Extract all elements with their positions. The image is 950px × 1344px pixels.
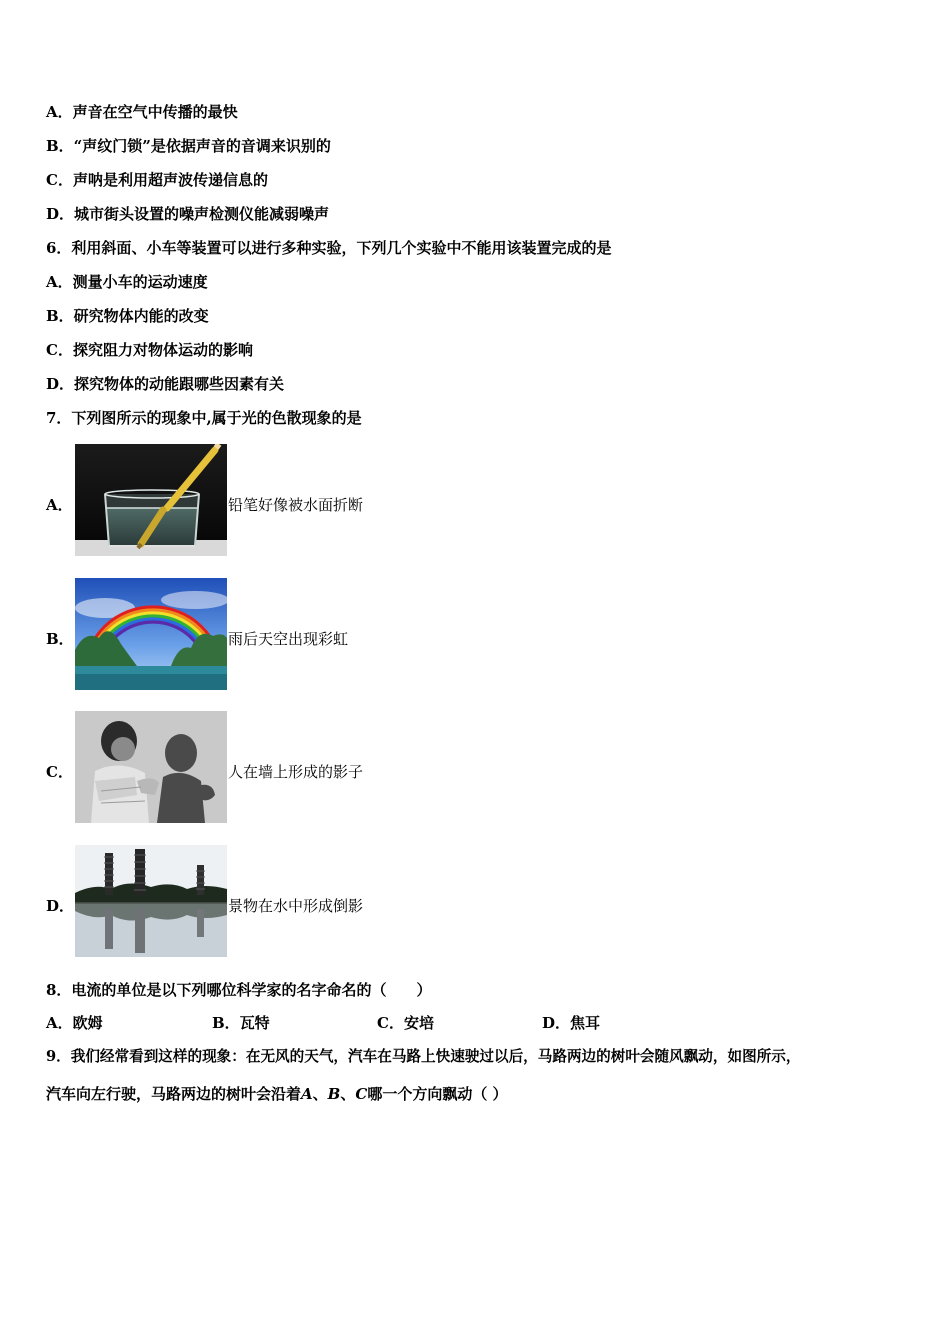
q7-stem: 7．下列图所示的现象中,属于光的色散现象的是 — [46, 409, 362, 427]
q5-option-c: C．声呐是利用超声波传递信息的 — [46, 171, 268, 189]
option-letter: A． — [46, 496, 73, 514]
q6-option-c: C．探究阻力对物体运动的影响 — [46, 341, 253, 359]
q8-option-d: D．焦耳 — [542, 1014, 601, 1032]
separator: 、 — [312, 1085, 328, 1103]
q5-option-b: B．“声纹门锁”是依据声音的音调来识别的 — [46, 137, 331, 155]
option-text: 雨后天空出现彩虹 — [228, 630, 349, 648]
q9-text-post: 哪一个方向飘动（ ） — [367, 1085, 508, 1103]
option-var-c: C — [355, 1085, 368, 1103]
q6-option-d: D．探究物体的动能跟哪些因素有关 — [46, 375, 285, 393]
q9-text-pre: 汽车向左行驶，马路两边的树叶会沿着 — [46, 1085, 302, 1103]
q6-option-a: A．测量小车的运动速度 — [46, 273, 208, 291]
option-var-a: A — [301, 1085, 313, 1103]
q6-option-b: B．研究物体内能的改变 — [46, 307, 209, 325]
q6-stem: 6．利用斜面、小车等装置可以进行多种实验，下列几个实验中不能用该装置完成的是 — [46, 239, 612, 257]
q8-option-a: A．欧姆 — [46, 1014, 103, 1032]
rainbow-image — [75, 578, 227, 690]
option-var-b: B — [327, 1085, 341, 1103]
option-text: 铅笔好像被水面折断 — [228, 496, 364, 514]
q5-option-a: A．声音在空气中传播的最快 — [46, 103, 238, 121]
pencil-in-water-image — [75, 444, 227, 556]
option-letter: D． — [46, 897, 75, 915]
q5-option-d: D．城市街头设置的噪声检测仪能减弱噪声 — [46, 205, 330, 223]
option-letter: B． — [46, 630, 74, 648]
separator: 、 — [340, 1085, 356, 1103]
option-letter: C． — [46, 763, 73, 781]
shadow-on-wall-image — [75, 711, 227, 823]
q9-stem-line2 — [46, 1084, 508, 1104]
q8-stem: 8．电流的单位是以下列哪位科学家的名字命名的（ ） — [46, 981, 432, 999]
q8-option-b: B．瓦特 — [212, 1014, 270, 1032]
q8-option-c: C．安培 — [377, 1014, 434, 1032]
option-text: 人在墙上形成的影子 — [228, 763, 364, 781]
reflection-in-water-image — [75, 845, 227, 957]
q9-stem-line1: 9．我们经常看到这样的现象：在无风的天气，汽车在马路上快速驶过以后，马路两边的树叶会随风飘动，如图所示， — [46, 1048, 801, 1065]
option-text: 景物在水中形成倒影 — [228, 897, 364, 915]
